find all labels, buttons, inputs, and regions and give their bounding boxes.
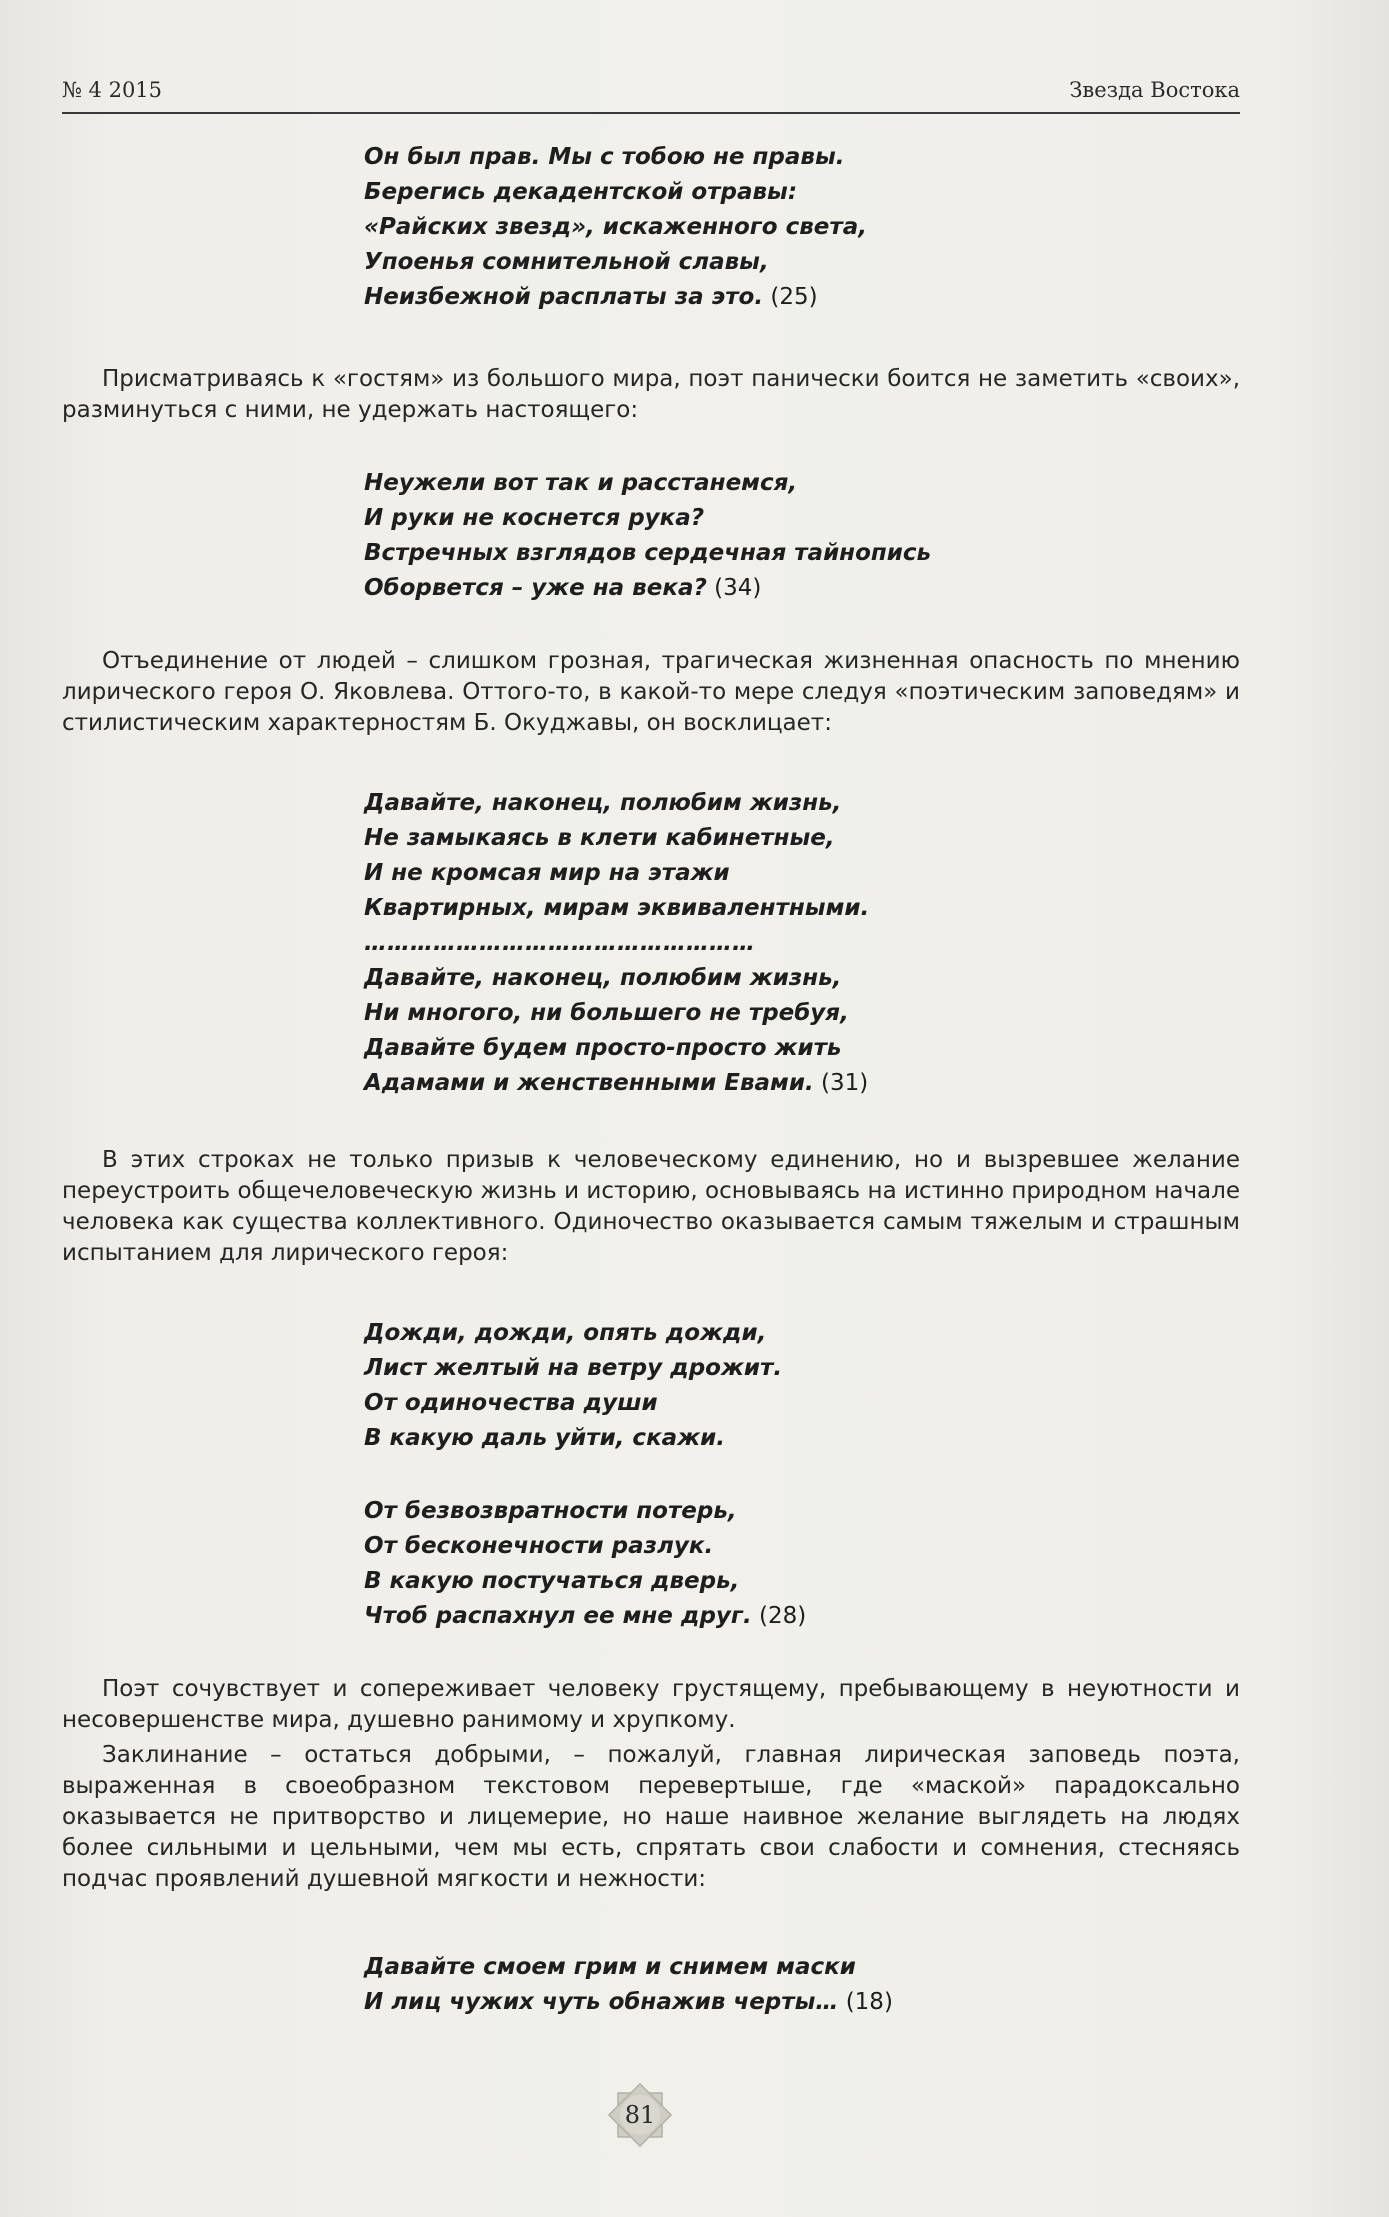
verse-line: Давайте, наконец, полюбим жизнь, [364,790,842,816]
verse-stanza-3 [364,786,1244,1101]
verse-stanza-4a [364,1316,1244,1456]
verse-line: От одиночества души [364,1390,658,1416]
verse-line: Встречных взглядов сердечная тайнопись [364,540,932,566]
verse-line: Неужели вот так и расстанемся, [364,470,798,496]
verse-line: В какую даль уйти, скажи. [364,1425,725,1451]
verse-line: Ни многого, ни большего не требуя, [364,1000,849,1026]
citation-reference: (18) [838,1989,893,2015]
verse-line: Неизбежной расплаты за это. [364,284,764,310]
issue-number: № 4 2015 [62,78,163,102]
verse-line: «Райских звезд», искаженного света, [364,214,867,240]
verse-line: Чтоб распахнул ее мне друг. [364,1603,752,1629]
verse-line: В какую постучаться дверь, [364,1568,740,1594]
verse-line: Он был прав. Мы с тобою не правы. [364,144,845,170]
verse-line: Давайте будем просто-просто жить [364,1035,842,1061]
verse-line: От безвозвратности потерь, [364,1498,737,1524]
verse-line: Оборвется – уже на века? [364,575,707,601]
verse-line: Лист желтый на ветру дрожит. [364,1355,783,1381]
verse-stanza-4b [364,1494,1244,1634]
citation-reference: (34) [706,575,762,601]
verse-line: Адамами и женственными Евами. [364,1070,814,1096]
verse-line: И руки не коснется рука? [364,505,705,531]
verse-stanza-2 [364,466,1244,606]
verse-line: Не замыкаясь в клети кабинетные, [364,825,835,851]
running-header [62,78,1240,114]
verse-line: И не кромсая мир на этажи [364,860,730,886]
verse-line: От бесконечности разлук. [364,1533,714,1559]
paragraph: В этих строках не только призыв к человеческому единению, но и вызревшее желание переустроить общечеловеческую жизнь и историю, основываясь на истинно природном начале человека как существа коллективного. Одиночество оказывается самым тяжелым и страшным испытанием для лирического героя: [62,1147,1240,1266]
paragraph: Поэт сочувствует и сопереживает человеку грустящему, пребывающему в неуютности и несовершенстве мира, душевно ранимому и хрупкому. [62,1676,1240,1733]
paragraph: Заклинание – остаться добрыми, – пожалуй, главная лирическая заповедь поэта, выраженная в своеобразном текстовом перевертыше, где «маской» парадоксально оказывается не притворство и лицемерие, но наше наивное желание выглядеть на людях более сильными и цельными, чем мы есть, спрятать свои слабости и сомнения, стесняясь подчас проявлений душевной мягкости и нежности: [62,1742,1240,1892]
verse-line: Квартирных, мирам эквивалентными. [364,895,870,921]
verse-stanza-5 [364,1950,1244,2020]
citation-reference: (25) [763,284,818,310]
verse-line: Дожди, дожди, опять дожди, [364,1320,767,1346]
verse-line: Давайте смоем грим и снимем маски [364,1954,856,1980]
citation-reference: (28) [751,1603,807,1629]
citation-reference: (31) [813,1070,869,1096]
page-number: 81 [624,2101,656,2129]
verse-stanza-1 [364,140,1244,315]
journal-title: Звезда Востока [1069,78,1240,102]
paragraph: Присматриваясь к «гостям» из большого мира, поэт панически боится не заметить «своих», разминуться с ними, не удержать настоящего: [62,366,1240,423]
verse-line: И лиц чужих чуть обнажив черты… [364,1989,839,2015]
page-number-badge [605,2080,675,2150]
verse-line: Упоенья сомнительной славы, [364,249,769,275]
verse-line: Давайте, наконец, полюбим жизнь, [364,965,842,991]
verse-ellipsis-line: …………………………………………… [364,930,755,956]
paragraph: Отъединение от людей – слишком грозная, трагическая жизненная опасность по мнению лирического героя О. Яковлева. Оттого-то, в какой-то мере следуя «поэтическим заповедям» и стилистическим характерностям Б. Окуджавы, он восклицает: [62,648,1240,736]
verse-line: Берегись декадентской отравы: [364,179,798,205]
